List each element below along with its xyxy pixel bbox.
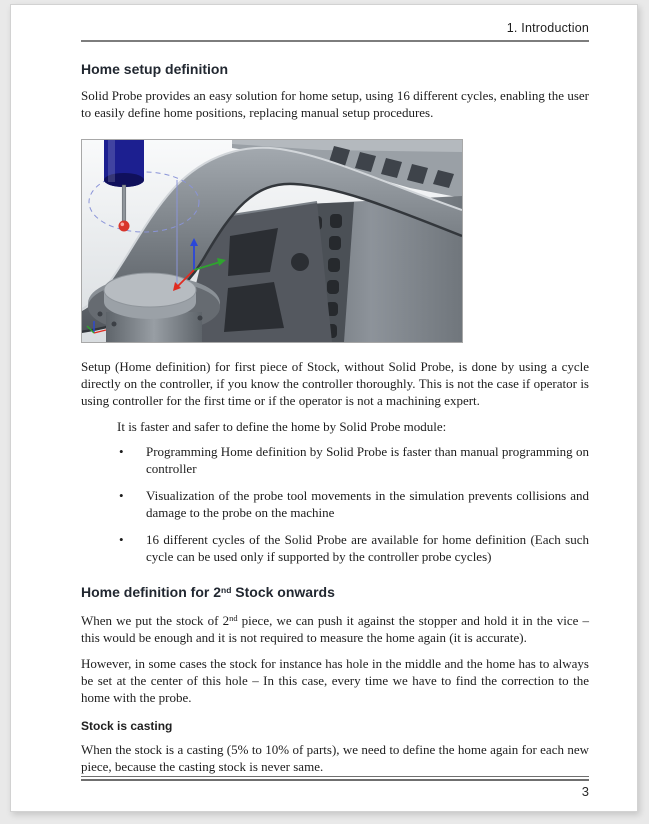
section-heading-home-setup: Home setup definition bbox=[81, 61, 228, 77]
list-item bbox=[81, 531, 589, 565]
paragraph-text: piece, we can push it against the stopper and hold it in the vice – this would be enough and it is not required to measure the home again (it is accurate). bbox=[81, 613, 589, 645]
paragraph-text: When we put the stock of 2 bbox=[81, 613, 230, 628]
probe-tip bbox=[119, 221, 130, 232]
paragraph-casting: When the stock is a casting (5% to 10% of parts), we need to define the home again for each new piece, because the casting stock is never same. bbox=[81, 742, 589, 774]
list-item bbox=[81, 443, 589, 477]
bullet-list bbox=[81, 443, 589, 565]
page-footer bbox=[81, 776, 589, 799]
document-page bbox=[10, 4, 638, 812]
chapter-header: 1. Introduction bbox=[506, 21, 589, 35]
paragraph-hole-center: However, in some cases the stock for instance has hole in the middle and the home has to always be set at the center of this hole – In this case, every time we have to find the correction to the home with the probe. bbox=[81, 656, 589, 705]
heading-text: Stock onwards bbox=[231, 584, 335, 600]
cad-render-illustration bbox=[82, 140, 462, 342]
sub-heading-stock-casting: Stock is casting bbox=[81, 719, 173, 733]
probe-simulation-figure bbox=[81, 139, 463, 343]
bullet-marker: • bbox=[119, 444, 124, 459]
bullet-text: Visualization of the probe tool movements in the simulation prevents collisions and damage to the probe on the machine bbox=[146, 488, 589, 520]
page-number: 3 bbox=[581, 784, 589, 799]
list-item bbox=[81, 487, 589, 521]
heading-text: Home definition for 2 bbox=[81, 584, 221, 600]
heading-superscript: nd bbox=[221, 585, 232, 595]
paragraph-faster-safer: It is faster and safer to define the home by Solid Probe module: bbox=[117, 419, 447, 434]
bullet-marker: • bbox=[119, 532, 124, 547]
paragraph-2nd-piece bbox=[81, 610, 589, 646]
paragraph-intro: Solid Probe provides an easy solution for home setup, using 16 different cycles, enabling the user to easily define home positions, replacing manual setup procedures. bbox=[81, 88, 589, 120]
paragraph-superscript: nd bbox=[229, 613, 238, 623]
bullet-text: Programming Home definition by Solid Probe is faster than manual programming on controller bbox=[146, 444, 589, 476]
header-rule bbox=[81, 40, 589, 42]
paragraph-setup: Setup (Home definition) for first piece of Stock, without Solid Probe, is done by using a cycle directly on the controller, if you know the controller thoroughly. This is not the case if operator is using controller for the first time or if the operator is not a machining expert. bbox=[81, 359, 589, 408]
bullet-text: 16 different cycles of the Solid Probe are available for home definition (Each such cycle can be used only if supported by the controller probe cycles) bbox=[146, 532, 589, 564]
section-heading-2nd-stock bbox=[81, 584, 589, 600]
bullet-marker: • bbox=[119, 488, 124, 503]
footer-rule bbox=[81, 776, 589, 781]
